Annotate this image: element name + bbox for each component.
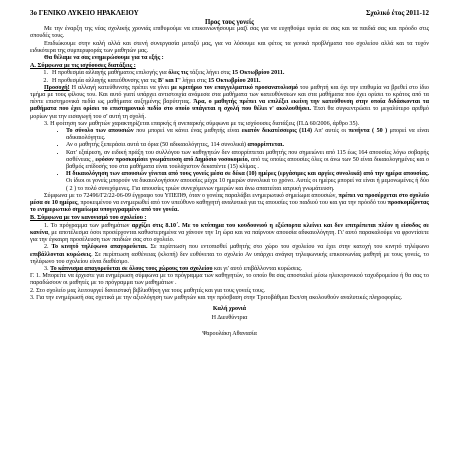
section-c-item-3: 3. Για την ενημέρωσή σας σχετικά με την αξιολόγηση των μαθητών και την πρόσβαση στην Τριτοβάθμια Εκπ/ση ακολουθούν αναλυτικές πληροφορίες. [30,294,403,301]
section-a-title: Α. Σύμφωνα με τις ισχύουσες διατάξεις : [30,63,136,70]
attendance-rules-list [30,128,429,193]
section-a-closing: Σύμφωνα με το 72496/Γ2/22-06-09 έγγραφο του ΥΠΕΠΘ, όταν ο γονέας παραλάβει ενημερωτικό σημείωμα απουσιών, πρέπει να προσέρχεται στο σχολείο μέσα σε 10 ημέρες, προκειμένου να ενημερωθεί από τον υπεύθυνο καθηγητή αναλυτικά για τις απουσίες του παιδιού του και για την πρόοδό του προσκομίζοντας το ενημερωτικό σημείωμα υπογεγραμμένο από τον γονέα. [30,192,429,214]
signatory-name: Ψαρουλάκη Αθανασία [202,330,257,337]
school-year: Σχολικό έτος 2011-12 [365,9,429,17]
signature-space [30,323,429,330]
deadline-date: 15 Οκτωβρίου 2011. [231,70,285,77]
list-item: • Αν ο μαθητής ξεπεράσει αυτά τα όρια (50 αδικαιολόγητες, 114 συνολικά) απορρίπτεται. [66,142,429,149]
notice-label: Προσοχή! [44,84,70,91]
addressee: Προς τους γονείς [204,19,254,26]
deadline-date: 15 Οκτωβρίου 2011. [208,77,261,84]
section-c-item-2: 2. Στο σχολείο μας λειτουργεί δανειστική βιβλιοθήκη για τους μαθητές και για τους γονείς τους. [30,287,266,294]
item-number: 1. [43,70,48,77]
section-b-item-2: 2. Το κινητό τηλέφωνο απαγορεύεται. Σε περίπτωση που εντοπισθεί μαθητής στο χώρο του σχολείου να έχει στην κατοχή του κινητό τηλέφωνο επιβάλλονται κυρώσεις. Σε περίπτωση ασθένειας (κλοπή) δεν ευθύνεται το σχολείο Αν υπάρχει ανάγκη τηλεφωνικής επικοινωνίας μαθητή με τους γονείς, το τηλέφωνο του σχολείου είναι διαθέσιμο. [30,244,430,265]
item-number: 2. [43,77,48,84]
notice-paragraph: Προσοχή! Η αλλαγή κατεύθυνσης πρέπει να γίνει με κριτήριο τον επαγγελματικό προσανατολισμό του μαθητή και όχι την επιθυμία να βρεθεί στο ίδιο τμήμα με τους φίλους του. Και αυτό γιατί υπάρχει αντιστοιχία ανάμεσα στα μαθήματα των κατευθύνσεων και στα μαθήματα που έχει ορίσει το κράτος από τα πέντε επιστημονικά πεδία ως μαθήματα αυξημένης βαρύτητας. Άρα, ο μαθητής πρέπει να επιλέξει εκείνη την κατεύθυνση στην οποία διδάσκονται τα μαθήματα που έχει ορίσει το επιστημονικό πεδίο στο οποίο υπάγεται η σχολή που θέλει ν' ακολουθήσει. Έτσι θα συγκεντρώσει το μεγαλύτερο αριθμό μορίων για την εισαγωγή του σ' αυτή τη σχολή. [30,84,429,120]
section-c-item-1: Γ. 1. Μπορείτε να έρχεστε για ενημέρωση σύμφωνα με το πρόγραμμα των καθηγητών, το οποίο θα σας αποσταλεί μέσω ηλεκτρονικού ταχυδρομείου ή θα σας το παραδώσουν οι μαθητές με το πρόγραμμα των μαθημάτων . [30,273,429,287]
school-name: 3ο ΓΕΝΙΚΟ ΛΥΚΕΙΟ ΗΡΑΚΛΕΙΟΥ [30,9,139,17]
section-b-title: Β. Σύμφωνα με τον κανονισμό του σχολείου : [30,215,147,222]
list-item: • Η δικαιολόγηση των απουσιών γίνεται από τους γονείς μέσα σε δέκα (10) ημέρες (εργάσιμες και αργίες συνολικά) από την ημέρα απουσίας. Οι ίδιοι οι γονείς μπορούν να δικαιολογήσουν απουσίες μέχρι 10 ημερών συνολικά το χρόνο. Αυτές οι ημέρες μπορεί να είναι ή μεμονωμένες ή δύο ( 2 ) το πολύ συνεχόμενες. Για απουσίες τριών συνεχόμενων ημερών και άνω απαιτείται ιατρική γνωμάτευση. [66,171,429,193]
section-b-item-3: 3. Το κάπνισμα απαγορεύεται σε όλους τους χώρους του σχολείου και γι' αυτό επιβάλλονται κυρώσεις. [44,265,303,272]
section-b-item-1: 1. Το πρόγραμμα των μαθημάτων αρχίζει στις 8.10΄. Με το κτύπημα του κουδουνιού η εξώπορτα κλείνει και δεν επιτρέπεται πλέον η είσοδος σε κανένα, με αποτέλεσμα όσοι προσέρχονται καθυστερημένα να χάνουν την 1η ώρα και να παίρνουν απουσία αδικαιολόγητη. Γι' αυτό παρακαλούμε να φροντίσετε για την έγκαιρη προσέλευση των παιδιών σας στο σχολείο. [30,222,429,244]
lead-line: Θα θέλαμε να σας ενημερώσουμε για τα εξής : [44,55,164,62]
signatory-role: Η Διευθύντρια [211,314,248,321]
list-item: • Το σύνολο των απουσιών που μπορεί να κάνει ένας μαθητής είναι εκατόν δεκατέσσερις (114) Απ' αυτές οι πενήντα ( 50 ) μπορεί να είναι αδικαιολόγητες. [66,128,429,142]
intro-paragraph-1: Με την έναρξη της νέας σχολικής χρονιάς επιθυμούμε να επικοινωνήσουμε μαζί σας για να ευχηθούμε υγεία σε σας και τα παιδιά σας και πρόοδο στις σπουδές τους. [30,26,429,40]
section-a-item-3: 3. Η φοίτηση των μαθητών χαρακτηρίζεται επαρκής ή ανεπαρκής σύμφωνα με τις ισχύουσες διατάξεις (Π.Δ 60/2006, άρθρο 35). [44,120,360,127]
intro-paragraph-2: Επιδιώκουμε στην καλή αλλά και στενή συνεργασία μεταξύ μας, για να λύσουμε και φέτος τα γενικά προβλήματα του σχολείου αλλά και τα τυχόν ειδικότερα της συμπεριφοράς των μαθητών μας. [30,40,429,54]
signature-block [30,305,429,339]
letter-header [30,9,429,18]
list-item: • Κατ' εξαίρεση, αν ειδική πράξη του συλλόγου των καθηγητών δεν απορρίπτεται μαθητής που σημειώνει από 115 έως 164 απουσίες λόγω σοβαρής ασθένειας , εφόσον προσκομίσει γνωμάτευση από Δημόσιο νοσοκομείο, από τις οποίες απουσίες όλες οι άνω των 50 είναι δικαιολογημένες και ο βαθμός επίδοσής του στα μαθήματα είναι τουλάχιστον δεκαπέντε (15) κλίμας . [66,150,429,172]
greeting: Καλή χρονιά [212,305,247,312]
section-a-item-2: 2. Η προθεσμία αλλαγής κατεύθυνσης για τις Β' και Γ' λήγει στις 15 Οκτωβρίου 2011. [30,78,429,85]
section-a-item-1: 1. Η προθεσμία αλλαγής μαθήματος επιλογής για όλες τις τάξεις λήγει στις 15 Οκτωβρίου 2011. [30,70,429,77]
